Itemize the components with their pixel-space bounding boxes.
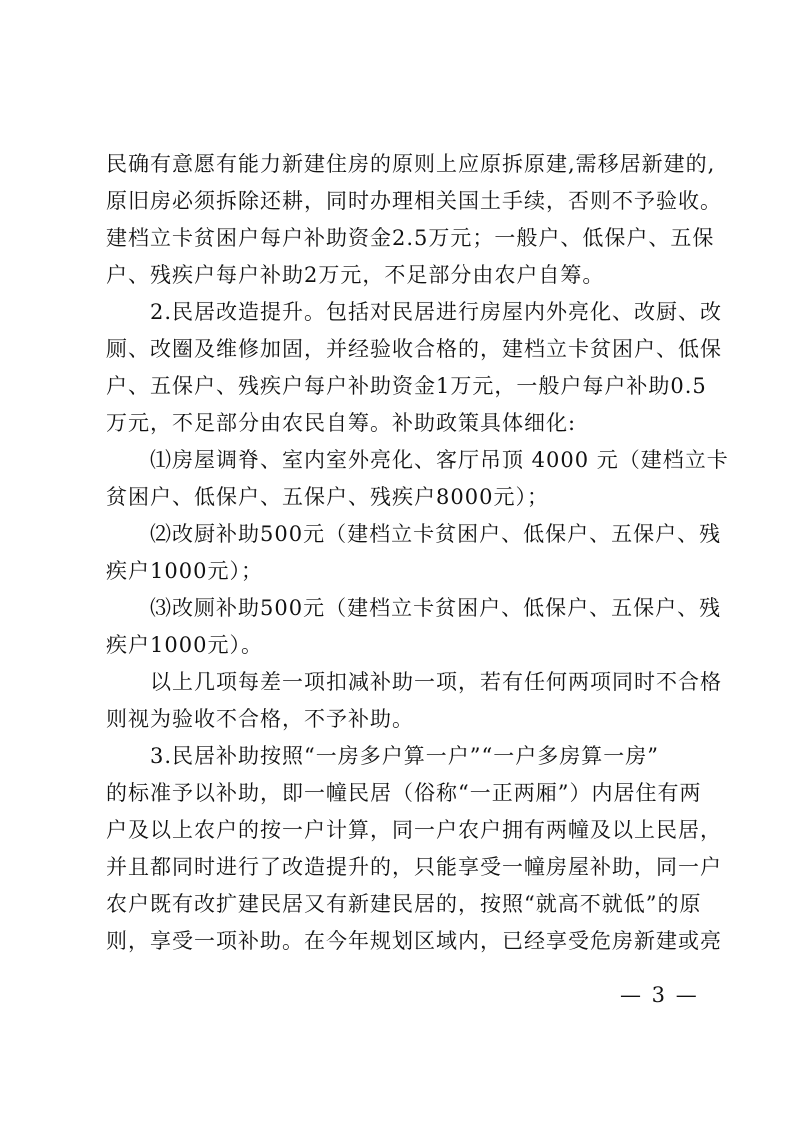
text-line: 贫困户、低保户、五保户、残疾户8000元）； <box>106 485 549 509</box>
text-line: ⑶改厕补助500元（建档立卡贫困户、低保户、五保户、残 <box>106 596 722 620</box>
text-line: 以上几项每差一项扣减补助一项，若有任何两项同时不合格 <box>106 670 722 694</box>
text-line: ⑵改厨补助500元（建档立卡贫困户、低保户、五保户、残 <box>106 522 722 546</box>
text-line: 农户既有改扩建民居又有新建民居的，按照“就高不就低”的原 <box>106 892 702 916</box>
text-line: 户及以上农户的按一户计算，同一户农户拥有两幢及以上民居， <box>106 818 722 842</box>
text-line: 疾户1000元）。 <box>106 633 263 657</box>
page-number: — 3 — <box>620 983 699 1007</box>
text-line: 户、残疾户每户补助2万元，不足部分由农户自筹。 <box>106 263 605 287</box>
text-line: 厕、改圈及维修加固，并经验收合格的，建档立卡贫困户、低保 <box>106 337 722 361</box>
text-line: 2.民居改造提升。包括对民居进行房屋内外亮化、改厨、改 <box>106 300 723 324</box>
text-line: 的标准予以补助，即一幢民居（俗称“一正两厢”）内居住有两 <box>106 781 702 805</box>
text-line: 原旧房必须拆除还耕，同时办理相关国土手续，否则不予验收。 <box>106 189 722 213</box>
text-line: 民确有意愿有能力新建住房的原则上应原拆原建,需移居新建的, <box>106 152 716 176</box>
text-line: 3.民居补助按照“一房多户算一户”“一户多房算一房” <box>106 744 659 768</box>
text-line: 并且都同时进行了改造提升的，只能享受一幢房屋补助，同一户 <box>106 855 722 879</box>
text-line: 万元，不足部分由农民自筹。补助政策具体细化: <box>106 411 577 435</box>
text-line: 则，享受一项补助。在今年规划区域内，已经享受危房新建或亮 <box>106 929 722 953</box>
text-line: 户、五保户、残疾户每户补助资金1万元，一般户每户补助0.5 <box>106 374 707 398</box>
text-line: ⑴房屋调脊、室内室外亮化、客厅吊顶 4000 元（建档立卡 <box>106 448 729 472</box>
text-line: 则视为验收不合格，不予补助。 <box>106 707 414 731</box>
text-line: 建档立卡贫困户每户补助资金2.5万元；一般户、低保户、五保 <box>106 226 715 250</box>
document-body <box>106 146 729 960</box>
text-line: 疾户1000元）； <box>106 559 263 583</box>
